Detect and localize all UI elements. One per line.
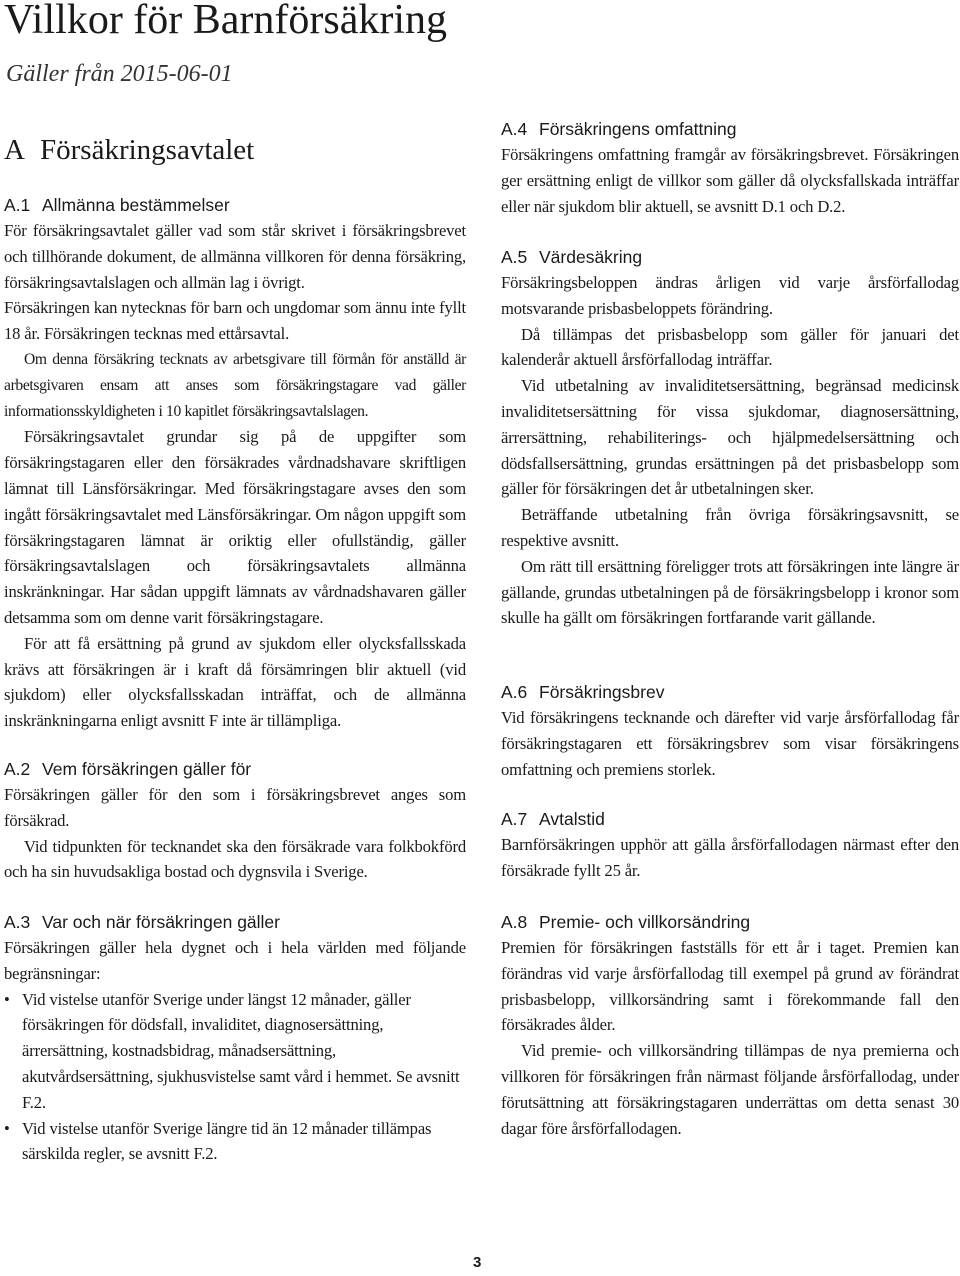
bullet-icon: • <box>4 1118 10 1138</box>
section-letter: A <box>4 134 25 166</box>
section-a5 <box>501 244 959 631</box>
a1-paragraph-3: Om denna försäkring tecknats av arbetsgivare till förmån för anställd är arbetsgivaren ensam att anses som försäkringstagare vad gäller informationsskyldigheten i 10 kapitlet försäkringsavtalslagen. <box>4 350 466 420</box>
a3-limitations-list <box>4 987 466 1168</box>
heading-a6-number: A.6 <box>501 682 528 702</box>
section-title <box>4 130 254 170</box>
section-name: Försäkringsavtalet <box>40 134 255 166</box>
section-a2 <box>4 756 466 885</box>
document-title: Villkor för Barnförsäkring <box>4 0 448 43</box>
list-item <box>4 1116 466 1168</box>
a1-paragraph-5: För att få ersättning på grund av sjukdom eller olycksfallsskada krävs att försäkringen är i kraft då försämringen blir aktuell (vid sjukdom) eller olycksfallsskadan inträffat, och de allmänna inskränkningarna enligt avsnitt F inte är tillämpliga. <box>4 633 466 731</box>
heading-a2-number: A.2 <box>4 759 31 779</box>
heading-a7-number: A.7 <box>501 809 528 829</box>
a5-paragraph-5: Om rätt till ersättning föreligger trots att försäkringen inte längre är gällande, grundas utbetalningen på de försäkringsbelopp i kronor som skulle ha gällt om försäkringen fortfarande varit gällande. <box>501 556 959 628</box>
a6-paragraph-1: Vid försäkringens tecknande och därefter vid varje årsförfallodag får försäkringstagaren ett försäkringsbrev som visar försäkringens omfattning och premiens storlek. <box>501 708 959 779</box>
valid-from-date: Gäller från 2015-06-01 <box>6 61 233 87</box>
heading-a3-number: A.3 <box>4 912 31 932</box>
heading-a3 <box>4 909 466 935</box>
heading-a4-number: A.4 <box>501 119 528 139</box>
a2-paragraph-1: Försäkringen gäller för den som i försäkringsbrevet anges som försäkrad. <box>4 785 466 830</box>
section-a4 <box>501 116 959 219</box>
a1-paragraph-4: Försäkringsavtalet grundar sig på de uppgifter som försäkringstagaren eller den försäkrades vårdnadshavare skriftligen lämnat till Länsförsäkringar. Med försäkringstagare avses den som ingått försäkringsavtalet med Länsförsäkringar. Om någon uppgift som försäkringstagaren lämnat är oriktig eller ofullständig, gäller försäkringsavtalslagen och försäkringsavtalets allmänna inskränkningar. Har sådan uppgift lämnats av vårdnadshavaren gäller detsamma som om denne varit försäkringstagare. <box>4 427 466 627</box>
heading-a3-text: Var och när försäkringen gäller <box>42 912 280 932</box>
list-item-text: Vid vistelse utanför Sverige under längst 12 månader, gäller försäkringen för dödsfall, invaliditet, diagnosersättning, ärrersättning, kostnadsbidrag, månadsersättning, akutvårdsersättning, sjukhusvistelse samt vård i hemmet. Se avsnitt F.2. <box>22 989 460 1112</box>
section-a8 <box>501 909 959 1141</box>
heading-a7 <box>501 806 959 832</box>
heading-a4-text: Försäkringens omfattning <box>539 119 737 139</box>
section-a7 <box>501 806 959 884</box>
heading-a2 <box>4 756 466 782</box>
heading-a8-number: A.8 <box>501 912 528 932</box>
a3-paragraph-1: Försäkringen gäller hela dygnet och i hela världen med följande begränsningar: <box>4 938 466 983</box>
section-a3 <box>4 909 466 1167</box>
heading-a6-text: Försäkringsbrev <box>539 682 665 702</box>
heading-a5-text: Värdesäkring <box>539 247 643 267</box>
heading-a5-number: A.5 <box>501 247 528 267</box>
a8-paragraph-2: Vid premie- och villkorsändring tillämpas de nya premierna och villkoren för försäkringen från närmast följande årsförfallodag, under förutsättning att försäkringstagaren underrättas om detta senast 30 dagar före årsförfallodagen. <box>501 1041 959 1138</box>
heading-a2-text: Vem försäkringen gäller för <box>42 759 252 779</box>
a5-paragraph-4: Beträffande utbetalning från övriga försäkringsavsnitt, se respektive avsnitt. <box>501 505 959 550</box>
list-item-text: Vid vistelse utanför Sverige längre tid än 12 månader tillämpas särskilda regler, se avsnitt F.2. <box>22 1118 432 1164</box>
a1-paragraph-2: Försäkringen kan nytecknas för barn och ungdomar som ännu inte fyllt 18 år. Försäkringen tecknas med ettårsavtal. <box>4 298 466 344</box>
a4-paragraph-1: Försäkringens omfattning framgår av försäkringsbrevet. Försäkringen ger ersättning enligt de villkor som gäller då olycksfallskada inträffar eller när sjukdom blir aktuell, se avsnitt D.1 och D.2. <box>501 145 959 216</box>
a5-paragraph-2: Då tillämpas det prisbasbelopp som gäller för januari det kalenderår aktuell årsförfallodag inträffar. <box>501 324 959 370</box>
a8-paragraph-1: Premien för försäkringen fastställs för ett år i taget. Premien kan förändras vid varje årsförfallodag till exempel på grund av förändrat prisbasbelopp, villkorsändring samt i förekommande fall den försäkrades ålder. <box>501 938 959 1035</box>
a5-paragraph-1: Försäkringsbeloppen ändras årligen vid varje årsförfallodag motsvarande prisbasbeloppets förändring. <box>501 273 959 318</box>
heading-a1 <box>4 192 466 218</box>
page-number: 3 <box>473 1254 482 1271</box>
a7-paragraph-1: Barnförsäkringen upphör att gälla årsförfallodagen närmast efter den försäkrade fyllt 25 år. <box>501 835 959 880</box>
a2-paragraph-2: Vid tidpunkten för tecknandet ska den försäkrade vara folkbokförd och ha sin huvudsakliga bostad och dygnsvila i Sverige. <box>4 836 466 882</box>
heading-a5 <box>501 244 959 270</box>
a5-paragraph-3: Vid utbetalning av invaliditetsersättning, begränsad medicinsk invaliditetsersättning för vissa sjukdomar, diagnosersättning, ärrersättning, rehabiliterings- och hjälpmedelsersättning och dödsfallsersättning, grundas ersättningen på det prisbasbelopp som gäller för försäkringen det år utbetalningen sker. <box>501 376 959 499</box>
a1-paragraph-1: För försäkringsavtalet gäller vad som står skrivet i försäkringsbrevet och tillhörande dokument, de allmänna villkoren för denna försäkring, försäkringsavtalslagen och allmän lag i övrigt. <box>4 221 466 292</box>
bullet-icon: • <box>4 989 10 1009</box>
section-a6 <box>501 679 959 782</box>
list-item <box>4 987 466 1116</box>
heading-a7-text: Avtalstid <box>539 809 605 829</box>
section-a1 <box>4 192 466 734</box>
heading-a4 <box>501 116 959 142</box>
heading-a1-number: A.1 <box>4 195 31 215</box>
heading-a1-text: Allmänna bestämmelser <box>42 195 230 215</box>
heading-a8-text: Premie- och villkorsändring <box>539 912 751 932</box>
heading-a6 <box>501 679 959 705</box>
heading-a8 <box>501 909 959 935</box>
